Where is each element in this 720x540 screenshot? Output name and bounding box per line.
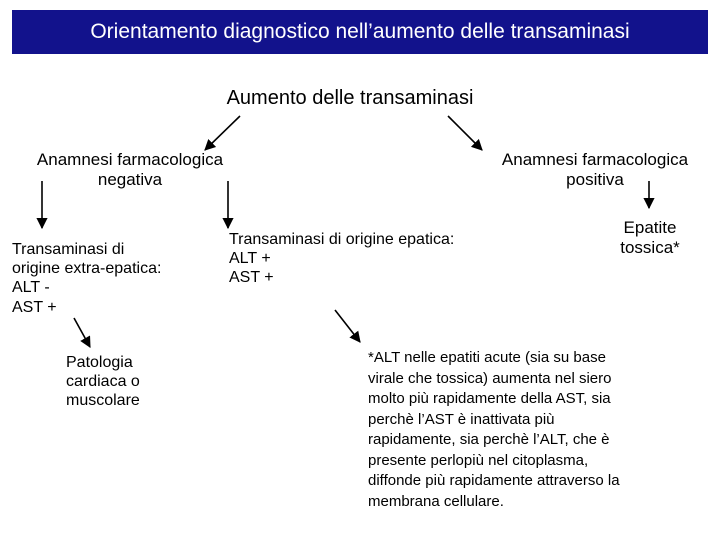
epatite-tossica-node bbox=[600, 218, 700, 259]
footnote-line: *ALT nelle epatiti acute (sia su base bbox=[368, 349, 606, 366]
node-line: negativa bbox=[97, 170, 163, 190]
node-line: AST + bbox=[12, 298, 57, 316]
epatica-node bbox=[229, 230, 509, 288]
footnote bbox=[368, 348, 713, 512]
footnote-line: molto più rapidamente della AST, sia bbox=[368, 390, 611, 407]
node-line: origine extra-epatica: bbox=[12, 260, 162, 278]
node-line: Anamnesi farmacologica bbox=[501, 150, 689, 169]
node-line: cardiaca o bbox=[66, 373, 140, 391]
footnote-line: rapidamente, sia perchè l’ALT, che è bbox=[368, 431, 610, 448]
root-node bbox=[150, 86, 550, 110]
extra-epatica-node bbox=[12, 240, 212, 317]
footnote-line: membrana cellulare. bbox=[368, 492, 504, 510]
arrow-extra-to-patologia bbox=[74, 318, 90, 347]
node-line: tossica* bbox=[620, 238, 680, 258]
anamnesi-negativa-node bbox=[10, 150, 250, 191]
arrow-root-to-negativa bbox=[205, 116, 240, 150]
footnote-line: perchè l’AST è inattivata più bbox=[368, 410, 555, 428]
root-label: Aumento delle transaminasi bbox=[226, 87, 474, 109]
footnote-line: diffonde più rapidamente attraverso la bbox=[368, 472, 620, 489]
arrow-epatica-to-nota bbox=[335, 310, 360, 342]
patologia-node bbox=[66, 353, 206, 411]
node-line: AST + bbox=[229, 269, 274, 287]
arrow-root-to-positiva bbox=[448, 116, 482, 150]
node-line: Epatite bbox=[623, 218, 677, 237]
node-line: ALT - bbox=[12, 279, 50, 297]
node-line: positiva bbox=[566, 170, 624, 190]
node-line: Patologia bbox=[66, 354, 133, 371]
footnote-line: presente perlopiù nel citoplasma, bbox=[368, 451, 589, 469]
node-line: ALT + bbox=[229, 250, 271, 268]
node-line: Transaminasi di origine epatica: bbox=[229, 231, 455, 248]
slide-title: Orientamento diagnostico nell’aumento delle transaminasi bbox=[90, 20, 630, 43]
footnote-line: virale che tossica) aumenta nel siero bbox=[368, 369, 612, 387]
node-line: Anamnesi farmacologica bbox=[36, 150, 224, 169]
node-line: Transaminasi di bbox=[12, 241, 125, 258]
node-line: muscolare bbox=[66, 392, 140, 410]
anamnesi-positiva-node bbox=[480, 150, 710, 191]
